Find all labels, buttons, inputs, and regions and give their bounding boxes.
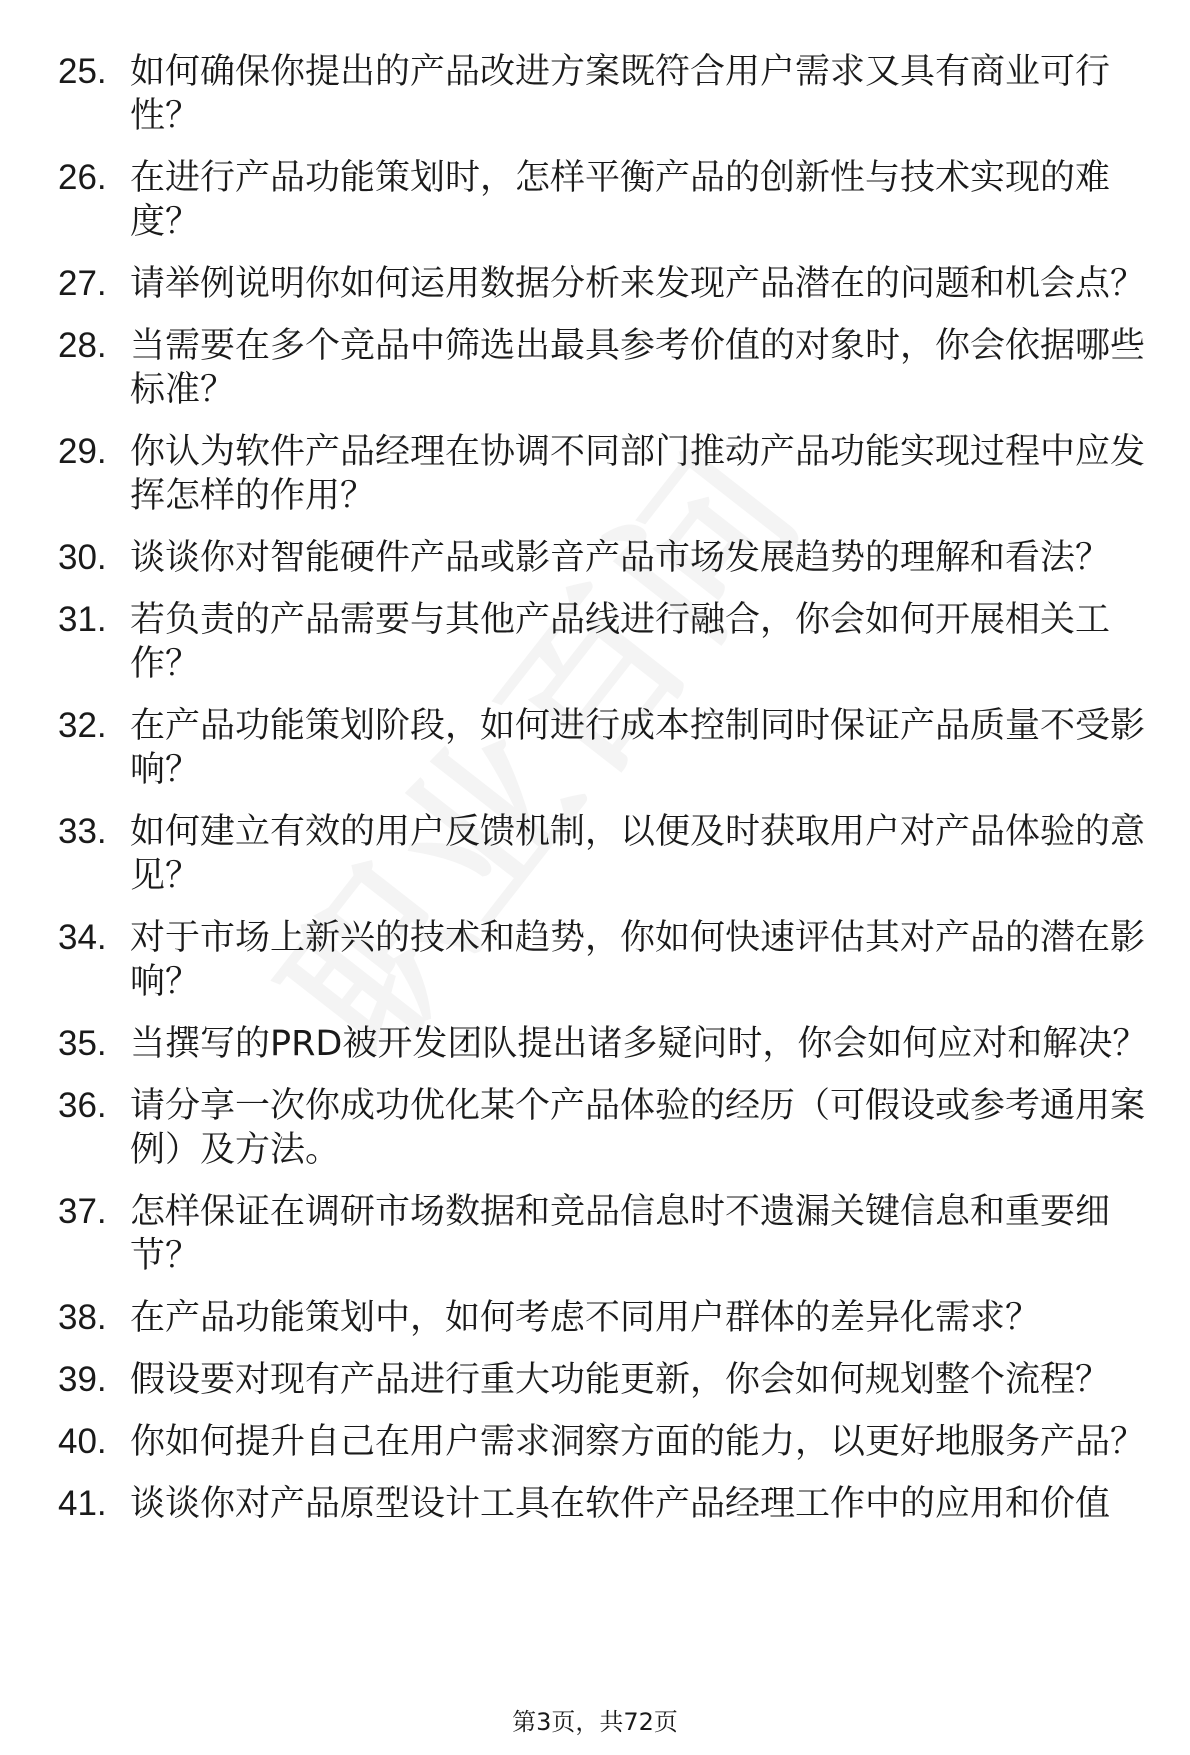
list-item [58, 1358, 1148, 1402]
list-item [58, 704, 1148, 792]
question-number: 32. [58, 706, 107, 745]
question-list [58, 50, 1148, 1544]
question-number: 40. [58, 1422, 107, 1461]
list-item [58, 50, 1148, 138]
question-number: 39. [58, 1360, 107, 1399]
question-text: 当需要在多个竞品中筛选出最具参考价值的对象时，你会依据哪些标准？ [130, 326, 1146, 410]
question-number: 41. [58, 1484, 107, 1523]
list-item [58, 810, 1148, 898]
list-item [58, 598, 1148, 686]
question-text: 当撰写的PRD被开发团队提出诸多疑问时，你会如何应对和解决？ [130, 1024, 1148, 1064]
list-item [58, 1420, 1148, 1464]
list-item [58, 1022, 1148, 1066]
question-number: 26. [58, 158, 107, 197]
question-number: 33. [58, 812, 107, 851]
question-text: 怎样保证在调研市场数据和竞品信息时不遗漏关键信息和重要细节？ [130, 1192, 1111, 1276]
question-text: 若负责的产品需要与其他产品线进行融合，你会如何开展相关工作？ [130, 600, 1111, 684]
list-item [58, 916, 1148, 1004]
question-number: 27. [58, 264, 107, 303]
question-text: 请分享一次你成功优化某个产品体验的经历（可假设或参考通用案例）及方法。 [130, 1086, 1146, 1170]
question-text: 你如何提升自己在用户需求洞察方面的能力，以更好地服务产品？ [130, 1422, 1146, 1462]
question-text: 在进行产品功能策划时，怎样平衡产品的创新性与技术实现的难度？ [130, 158, 1111, 242]
question-number: 30. [58, 538, 107, 577]
list-item [58, 1482, 1148, 1526]
list-item [58, 1084, 1148, 1172]
list-item [58, 324, 1148, 412]
question-text: 请举例说明你如何运用数据分析来发现产品潜在的问题和机会点？ [130, 264, 1146, 304]
question-text: 如何建立有效的用户反馈机制，以便及时获取用户对产品体验的意见？ [130, 812, 1146, 896]
question-number: 29. [58, 432, 107, 471]
question-number: 25. [58, 52, 107, 91]
question-number: 31. [58, 600, 107, 639]
list-item [58, 430, 1148, 518]
question-text: 如何确保你提出的产品改进方案既符合用户需求又具有商业可行性？ [130, 52, 1111, 136]
list-item [58, 262, 1148, 306]
question-number: 37. [58, 1192, 107, 1231]
list-item [58, 1296, 1148, 1340]
question-text: 谈谈你对智能硬件产品或影音产品市场发展趋势的理解和看法？ [130, 538, 1111, 578]
page-footer: 第3页，共72页 [512, 1708, 678, 1736]
question-text: 你认为软件产品经理在协调不同部门推动产品功能实现过程中应发挥怎样的作用？ [130, 432, 1146, 516]
question-number: 35. [58, 1024, 107, 1063]
question-number: 28. [58, 326, 107, 365]
list-item [58, 156, 1148, 244]
question-text: 在产品功能策划阶段，如何进行成本控制同时保证产品质量不受影响？ [130, 706, 1146, 790]
question-text: 谈谈你对产品原型设计工具在软件产品经理工作中的应用和价值 [130, 1484, 1111, 1524]
question-text: 在产品功能策划中，如何考虑不同用户群体的差异化需求？ [130, 1298, 1041, 1338]
question-number: 34. [58, 918, 107, 957]
question-text: 假设要对现有产品进行重大功能更新，你会如何规划整个流程？ [130, 1360, 1111, 1400]
question-number: 36. [58, 1086, 107, 1125]
question-number: 38. [58, 1298, 107, 1337]
question-text: 对于市场上新兴的技术和趋势，你如何快速评估其对产品的潜在影响？ [130, 918, 1146, 1002]
list-item [58, 1190, 1148, 1278]
list-item [58, 536, 1148, 580]
